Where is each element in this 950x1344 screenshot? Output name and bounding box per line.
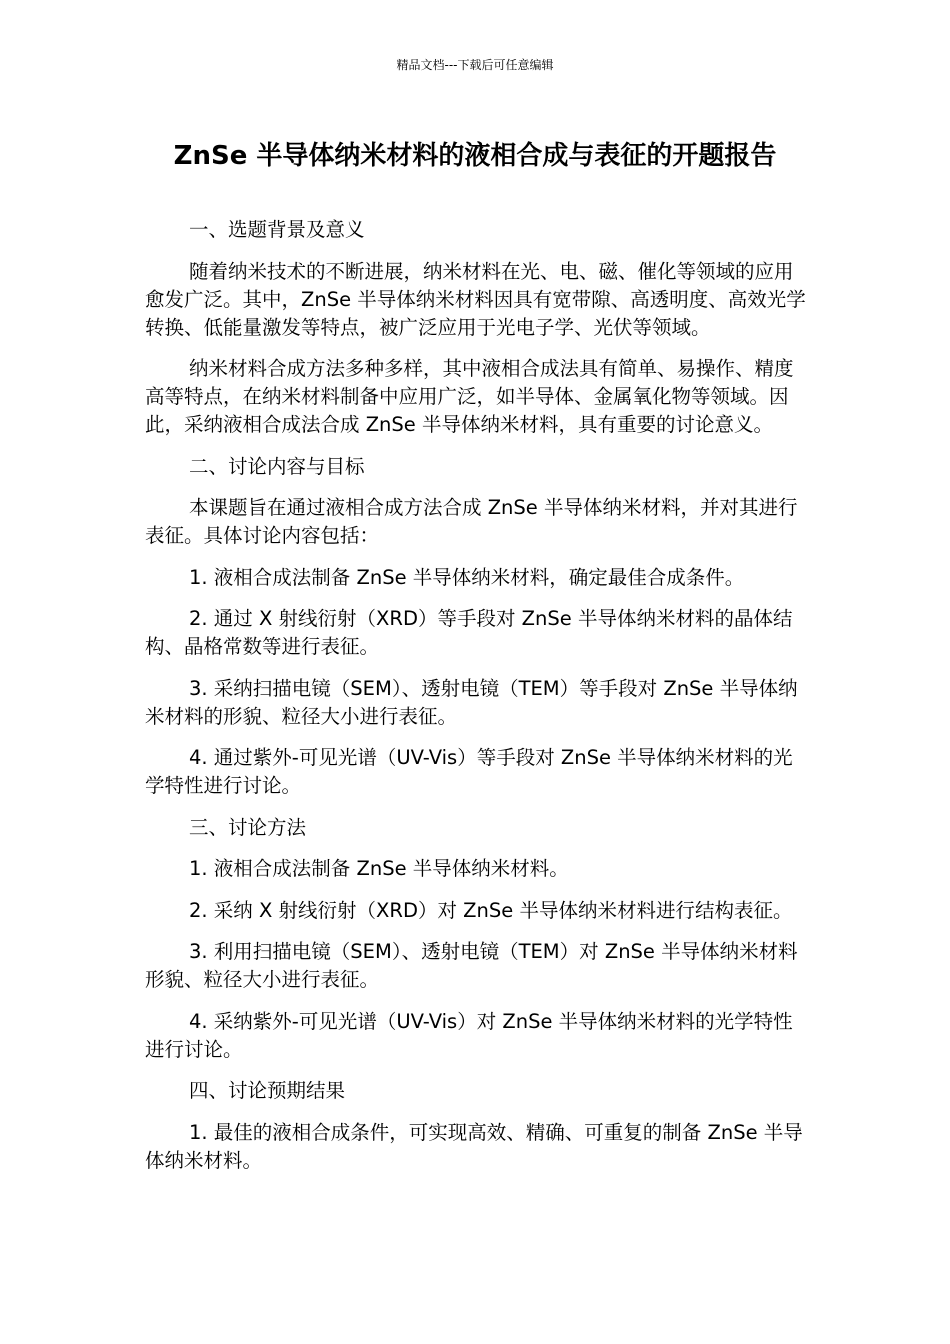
section-heading: 一、选题背景及意义 — [189, 218, 365, 241]
list-item: 4. 采纳紫外-可见光谱（UV-Vis）对 ZnSe 半导体纳米材料的光学特性进行讨论。 — [145, 1009, 793, 1061]
list-item: 1. 液相合成法制备 ZnSe 半导体纳米材料，确定最佳合成条件。 — [189, 565, 745, 589]
document-body — [145, 216, 810, 1188]
list-item: 2. 采纳 X 射线衍射（XRD）对 ZnSe 半导体纳米材料进行结构表征。 — [189, 898, 793, 922]
list-item: 3. 采纳扫描电镜（SEM）、透射电镜（TEM）等手段对 ZnSe 半导体纳米材料的形貌、粒径大小进行表征。 — [145, 676, 798, 728]
list-item: 4. 通过紫外-可见光谱（UV-Vis）等手段对 ZnSe 半导体纳米材料的光学特性进行讨论。 — [145, 746, 793, 797]
header-note: 精品文档---下载后可任意编辑 — [396, 58, 554, 72]
list-item: 1. 液相合成法制备 ZnSe 半导体纳米材料。 — [189, 857, 569, 880]
section-heading: 四、讨论预期结果 — [189, 1079, 346, 1102]
list-item: 1. 最佳的液相合成条件，可实现高效、精确、可重复的制备 ZnSe 半导体纳米材料。 — [145, 1120, 803, 1172]
paragraph: 纳米材料合成方法多种多样，其中液相合成法具有简单、易操作、精度高等特点，在纳米材料制备中应用广泛，如半导体、金属氧化物等领域。因此，采纳液相合成法合成 ZnSe 半导体纳米材料，具有重要的讨论意义。 — [145, 357, 794, 436]
paragraph: 本课题旨在通过液相合成方法合成 ZnSe 半导体纳米材料，并对其进行表征。具体讨论内容包括： — [145, 496, 798, 547]
paragraph: 随着纳米技术的不断进展，纳米材料在光、电、磁、催化等领域的应用愈发广泛。其中，ZnSe 半导体纳米材料因具有宽带隙、高透明度、高效光学转换、低能量激发等特点，被广泛应用于光电子学、光伏等领域。 — [145, 259, 806, 339]
document-title: ZnSe 半导体纳米材料的液相合成与表征的开题报告 — [173, 141, 777, 171]
section-heading: 二、讨论内容与目标 — [189, 454, 365, 478]
list-item: 2. 通过 X 射线衍射（XRD）等手段对 ZnSe 半导体纳米材料的晶体结构、晶格常数等进行表征。 — [145, 607, 793, 658]
list-item: 3. 利用扫描电镜（SEM）、透射电镜（TEM）对 ZnSe 半导体纳米材料形貌、粒径大小进行表征。 — [145, 940, 798, 991]
section-heading: 三、讨论方法 — [189, 815, 307, 839]
